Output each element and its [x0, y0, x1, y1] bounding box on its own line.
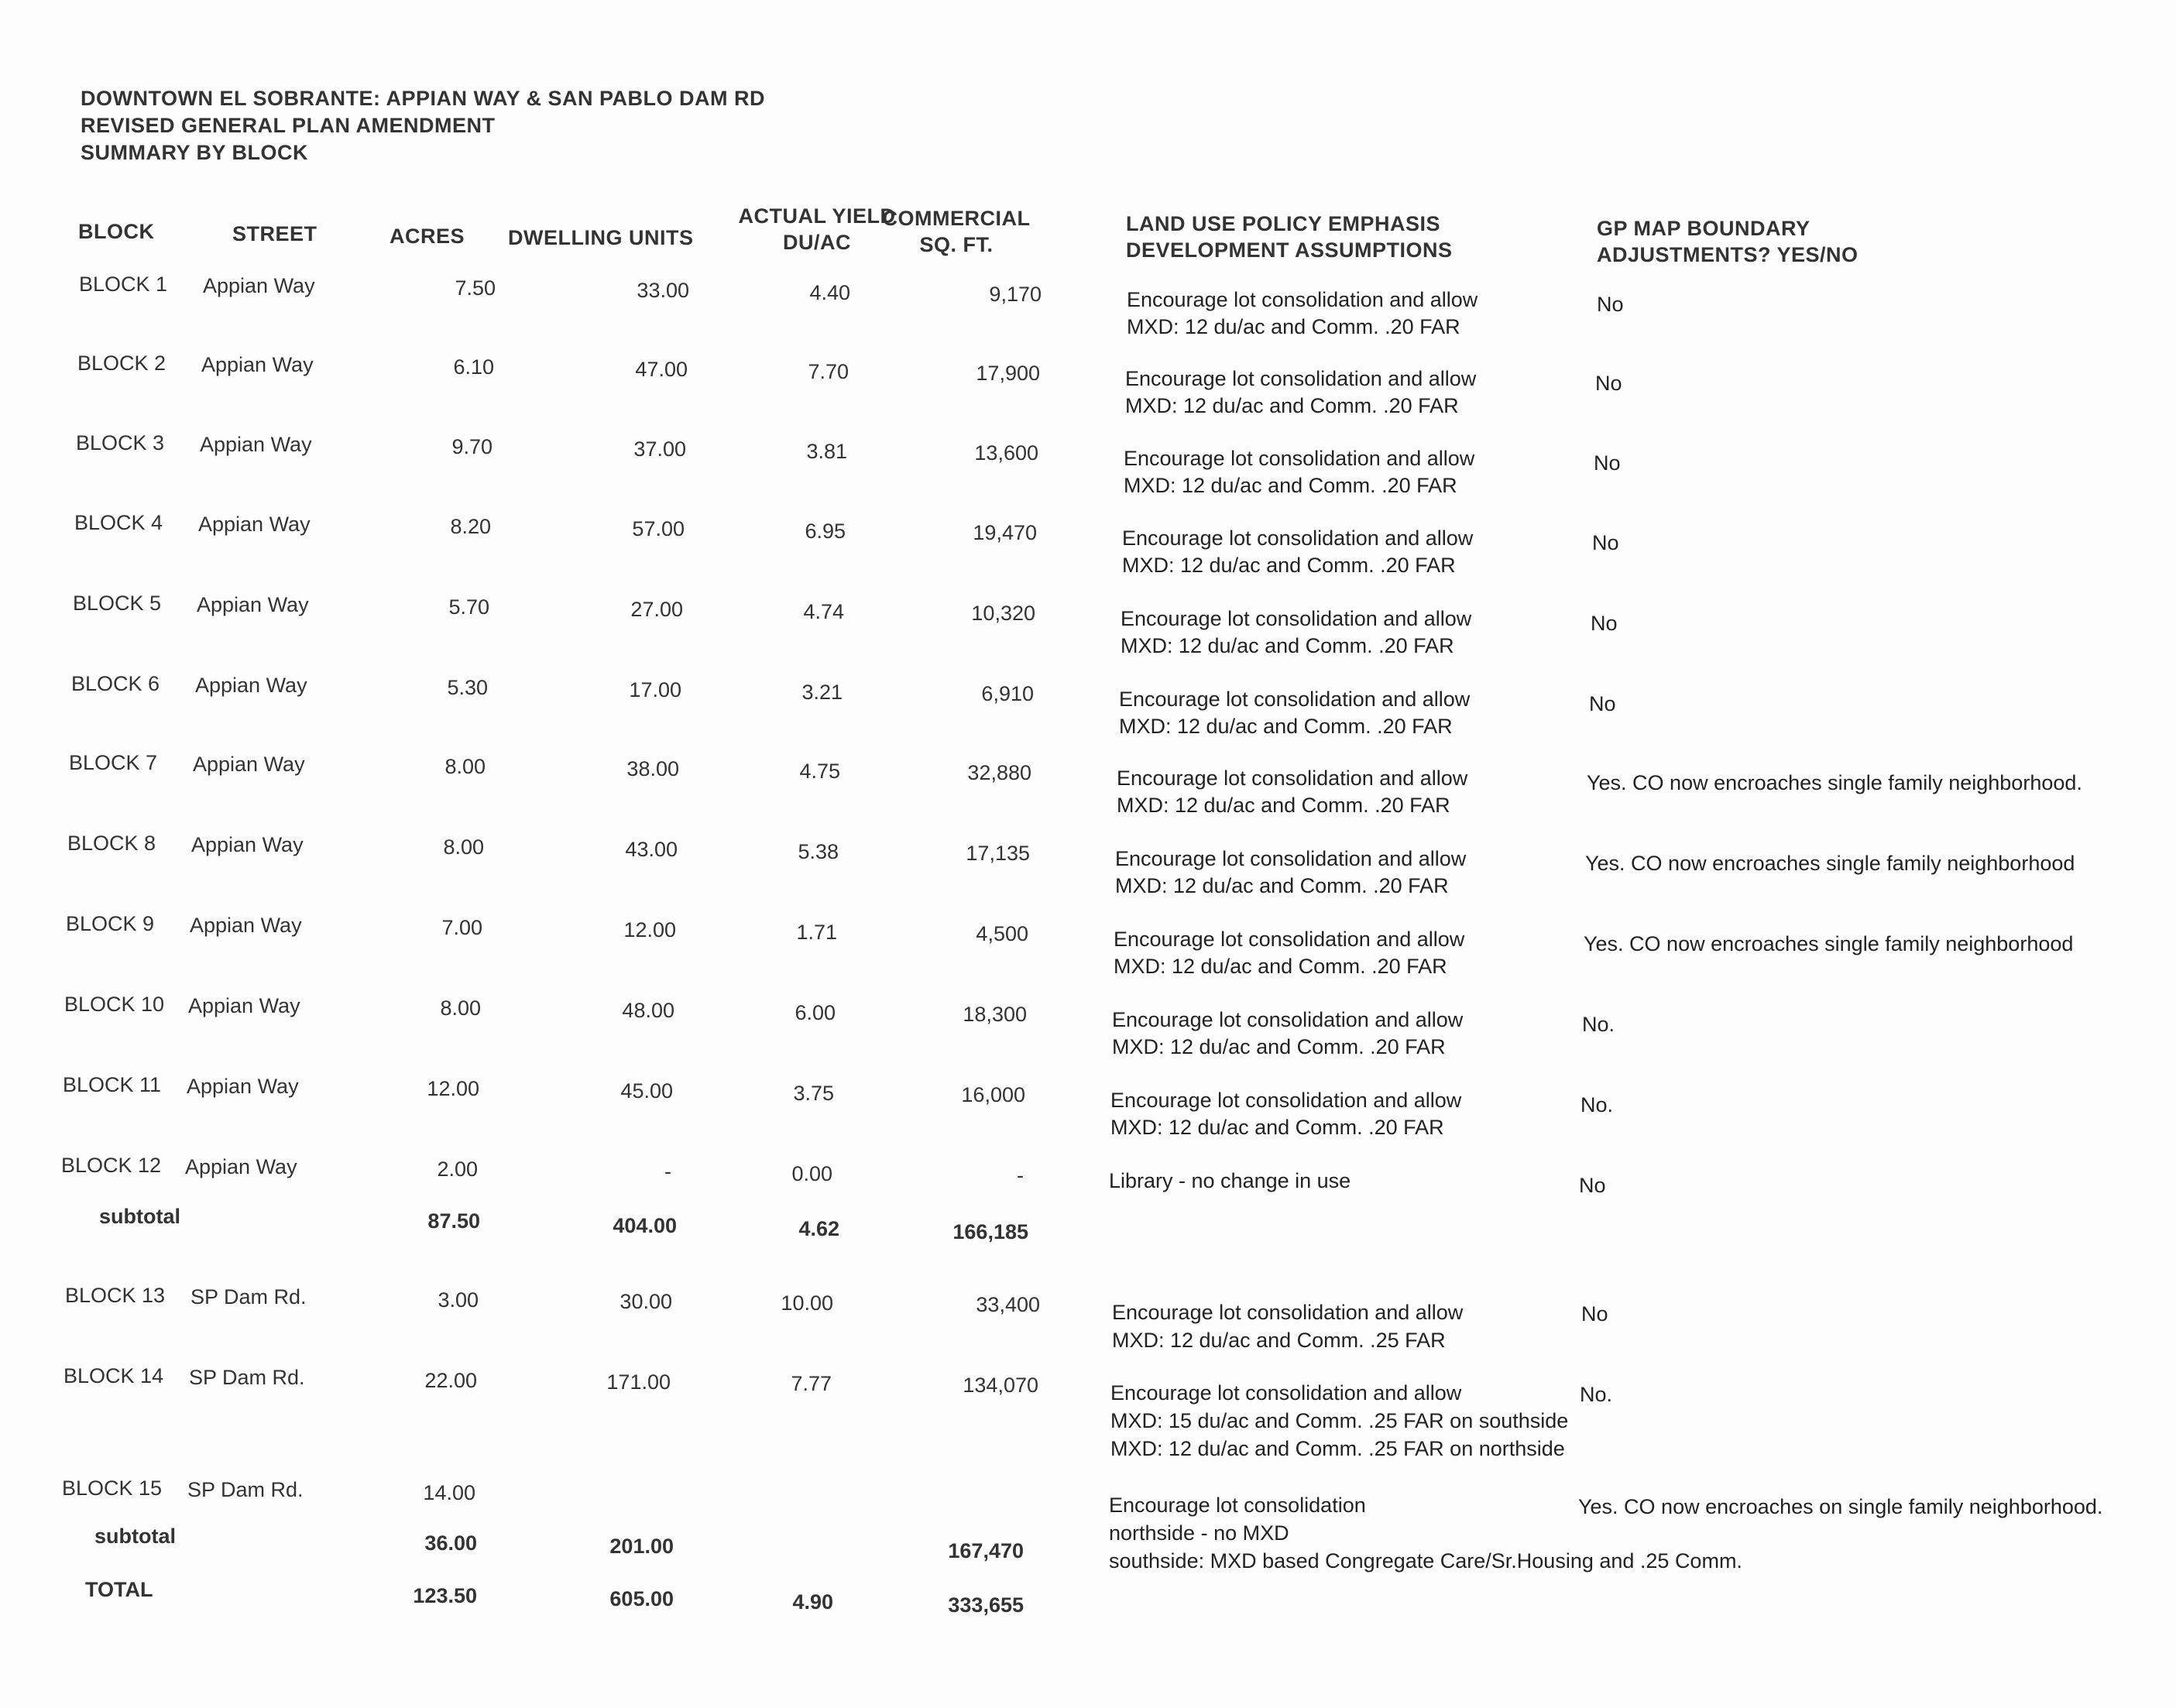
- street-cell: Appian Way: [195, 674, 307, 697]
- policy-line: southside: MXD based Congregate Care/Sr.Housing and .25 Comm.: [1109, 1549, 1742, 1573]
- policy-line: Encourage lot consolidation and allow: [1110, 1089, 1462, 1112]
- gp-adjustment: Yes. CO now encroaches single family neighborhood: [1584, 932, 2074, 955]
- gp-adjustment: No.: [1582, 1013, 1615, 1036]
- policy-line: MXD: 15 du/ac and Comm. .25 FAR on southside: [1110, 1409, 1569, 1432]
- header-block: BLOCK: [78, 220, 155, 243]
- header-gp-line-1: GP MAP BOUNDARY: [1597, 217, 1810, 240]
- block-cell: BLOCK 3: [76, 431, 165, 454]
- block-cell: BLOCK 12: [61, 1154, 162, 1177]
- policy-line: MXD: 12 du/ac and Comm. .20 FAR: [1125, 394, 1459, 417]
- street-cell: Appian Way: [203, 274, 315, 297]
- acres-cell: 22.00: [424, 1369, 477, 1392]
- street-cell: SP Dam Rd.: [190, 1285, 307, 1308]
- policy-line: MXD: 12 du/ac and Comm. .20 FAR: [1117, 794, 1450, 817]
- acres-cell: 5.30: [447, 676, 488, 699]
- header-yield-line-1: ACTUAL YIELD: [738, 204, 896, 228]
- policy-line: Encourage lot consolidation and allow: [1122, 526, 1474, 550]
- commercial-cell: 32,880: [967, 761, 1031, 784]
- street-cell: Appian Way: [190, 914, 302, 937]
- acres-cell: 3.00: [438, 1288, 479, 1312]
- policy-line: Encourage lot consolidation and allow: [1119, 688, 1471, 711]
- policy-line: Encourage lot consolidation and allow: [1121, 607, 1472, 630]
- policy-line: Encourage lot consolidation and allow: [1117, 767, 1468, 790]
- street-cell: Appian Way: [188, 994, 300, 1017]
- dwelling-units-cell: 48.00: [622, 999, 674, 1022]
- policy-line: Encourage lot consolidation and allow: [1125, 367, 1477, 390]
- yield-cell: 3.75: [793, 1082, 834, 1105]
- dwelling-units-cell: 37.00: [633, 437, 686, 461]
- header-street: STREET: [232, 222, 317, 245]
- policy-line: MXD: 12 du/ac and Comm. .20 FAR: [1114, 955, 1447, 978]
- commercial-cell: 16,000: [961, 1083, 1025, 1106]
- policy-line: MXD: 12 du/ac and Comm. .20 FAR: [1122, 554, 1456, 577]
- acres-cell: 5.70: [448, 595, 489, 619]
- policy-line: Encourage lot consolidation and allow: [1115, 847, 1467, 870]
- subtotal-acres: 87.50: [427, 1209, 480, 1233]
- header-acres: ACRES: [390, 225, 465, 248]
- gp-adjustment: No: [1579, 1174, 1606, 1197]
- header-policy: [1126, 211, 1453, 263]
- gp-adjustment: No: [1589, 692, 1616, 715]
- yield-cell: 4.75: [799, 760, 840, 783]
- gp-adjustment: Yes. CO now encroaches single family neighborhood: [1585, 852, 2075, 875]
- block-cell: BLOCK 11: [63, 1073, 162, 1096]
- acres-cell: 12.00: [427, 1077, 479, 1100]
- acres-cell: 8.00: [440, 996, 481, 1020]
- total-label: TOTAL: [85, 1578, 153, 1601]
- policy-line: MXD: 12 du/ac and Comm. .25 FAR: [1112, 1329, 1446, 1352]
- yield-cell: 3.21: [801, 681, 843, 704]
- header-commercial: [867, 205, 1045, 258]
- title-line-3: SUMMARY BY BLOCK: [81, 141, 309, 164]
- yield-cell: 7.70: [808, 360, 849, 383]
- commercial-cell: 17,900: [976, 362, 1040, 385]
- dwelling-units-cell: 27.00: [630, 598, 683, 621]
- yield-cell: 10.00: [781, 1291, 833, 1315]
- gp-adjustment: No: [1594, 451, 1621, 475]
- dwelling-units-cell: 17.00: [629, 678, 681, 701]
- acres-cell: 2.00: [437, 1158, 478, 1181]
- policy-line: Encourage lot consolidation and allow: [1110, 1381, 1462, 1404]
- block-cell: BLOCK 10: [64, 993, 165, 1016]
- street-cell: Appian Way: [185, 1155, 297, 1178]
- subtotal-du: 201.00: [609, 1535, 674, 1558]
- block-cell: BLOCK 9: [66, 912, 155, 935]
- gp-adjustment: Yes. CO now encroaches on single family neighborhood.: [1578, 1495, 2103, 1518]
- policy-line: MXD: 12 du/ac and Comm. .20 FAR: [1119, 715, 1453, 738]
- gp-adjustment: No: [1597, 293, 1624, 316]
- gp-adjustment: No: [1581, 1302, 1608, 1326]
- street-cell: SP Dam Rd.: [187, 1478, 304, 1501]
- policy-line: Encourage lot consolidation and allow: [1127, 288, 1478, 311]
- street-cell: Appian Way: [201, 353, 314, 376]
- header-gp: [1597, 215, 1859, 268]
- policy-line: MXD: 12 du/ac and Comm. .20 FAR: [1112, 1035, 1446, 1058]
- yield-cell: 7.77: [791, 1372, 832, 1395]
- commercial-cell: 33,400: [976, 1293, 1040, 1316]
- subtotal-label: subtotal: [94, 1525, 176, 1548]
- acres-cell: 7.00: [441, 916, 482, 939]
- header-dwelling-units: DWELLING UNITS: [508, 226, 694, 249]
- total-yield: 4.90: [792, 1590, 833, 1614]
- policy-line: MXD: 12 du/ac and Comm. .25 FAR on northside: [1110, 1437, 1565, 1460]
- subtotal-acres: 36.00: [424, 1531, 477, 1555]
- dwelling-units-cell: 38.00: [626, 757, 679, 780]
- title-line-2: REVISED GENERAL PLAN AMENDMENT: [81, 114, 496, 137]
- policy-line: Encourage lot consolidation and allow: [1124, 447, 1475, 470]
- subtotal-commercial: 167,470: [948, 1539, 1024, 1562]
- policy-line: Encourage lot consolidation and allow: [1112, 1301, 1464, 1324]
- policy-line: Library - no change in use: [1109, 1169, 1351, 1192]
- yield-cell: 4.40: [809, 281, 850, 304]
- acres-cell: 14.00: [423, 1481, 475, 1504]
- block-cell: BLOCK 2: [77, 352, 166, 375]
- policy-line: MXD: 12 du/ac and Comm. .20 FAR: [1110, 1116, 1444, 1139]
- gp-adjustment: Yes. CO now encroaches single family neighborhood.: [1587, 771, 2082, 794]
- header-comm-line-2: SQ. FT.: [919, 233, 994, 256]
- total-acres: 123.50: [413, 1584, 477, 1607]
- subtotal-commercial: 166,185: [952, 1220, 1028, 1243]
- commercial-cell: 18,300: [963, 1003, 1027, 1026]
- header-policy-line-1: LAND USE POLICY EMPHASIS: [1126, 212, 1441, 235]
- block-cell: BLOCK 5: [73, 592, 162, 615]
- block-cell: BLOCK 13: [65, 1284, 166, 1307]
- commercial-cell: 9,170: [989, 283, 1042, 306]
- dwelling-units-cell: 43.00: [625, 838, 678, 861]
- header-policy-line-2: DEVELOPMENT ASSUMPTIONS: [1126, 238, 1453, 262]
- total-commercial: 333,655: [948, 1593, 1024, 1617]
- subtotal-label: subtotal: [99, 1205, 180, 1228]
- acres-cell: 8.00: [444, 755, 486, 778]
- header-gp-line-2: ADJUSTMENTS? YES/NO: [1597, 243, 1859, 266]
- yield-cell: 1.71: [796, 921, 837, 944]
- header-comm-line-1: COMMERCIAL: [882, 207, 1031, 230]
- commercial-cell: 134,070: [963, 1374, 1038, 1397]
- dwelling-units-cell: 45.00: [620, 1079, 673, 1103]
- yield-cell: 0.00: [791, 1162, 832, 1185]
- gp-adjustment: No.: [1581, 1093, 1614, 1116]
- block-cell: BLOCK 14: [63, 1364, 164, 1387]
- street-cell: Appian Way: [191, 833, 304, 856]
- commercial-cell: 10,320: [971, 602, 1035, 625]
- dwelling-units-cell: -: [664, 1160, 671, 1183]
- yield-cell: 5.38: [798, 840, 839, 863]
- street-cell: SP Dam Rd.: [189, 1366, 305, 1389]
- block-cell: BLOCK 6: [71, 672, 160, 695]
- yield-cell: 4.74: [803, 600, 844, 623]
- total-du: 605.00: [609, 1587, 674, 1610]
- block-cell: BLOCK 15: [62, 1476, 163, 1500]
- title-line-1: DOWNTOWN EL SOBRANTE: APPIAN WAY & SAN PABLO DAM RD: [81, 87, 766, 110]
- policy-line: Encourage lot consolidation and allow: [1114, 928, 1465, 951]
- dwelling-units-cell: 57.00: [632, 517, 685, 540]
- dwelling-units-cell: 30.00: [620, 1290, 672, 1313]
- policy-line: MXD: 12 du/ac and Comm. .20 FAR: [1121, 634, 1454, 657]
- block-cell: BLOCK 1: [79, 273, 168, 296]
- gp-adjustment: No: [1595, 372, 1622, 395]
- acres-cell: 7.50: [455, 276, 496, 300]
- commercial-cell: 19,470: [973, 521, 1037, 544]
- subtotal-yield: 4.62: [798, 1217, 839, 1240]
- street-cell: Appian Way: [200, 433, 312, 456]
- header-yield-line-2: DU/AC: [783, 231, 851, 254]
- yield-cell: 3.81: [806, 440, 847, 463]
- dwelling-units-cell: 47.00: [635, 358, 688, 381]
- block-cell: BLOCK 7: [69, 751, 158, 774]
- block-cell: BLOCK 8: [67, 832, 156, 855]
- street-cell: Appian Way: [193, 753, 305, 776]
- policy-line: MXD: 12 du/ac and Comm. .20 FAR: [1115, 874, 1449, 897]
- dwelling-units-cell: 171.00: [606, 1370, 671, 1394]
- street-cell: Appian Way: [198, 513, 311, 536]
- subtotal-du: 404.00: [613, 1214, 677, 1237]
- commercial-cell: 6,910: [981, 682, 1034, 705]
- policy-line: MXD: 12 du/ac and Comm. .20 FAR: [1124, 474, 1457, 497]
- dwelling-units-cell: 12.00: [623, 918, 676, 941]
- gp-adjustment: No: [1592, 531, 1619, 554]
- commercial-cell: 17,135: [966, 842, 1030, 865]
- acres-cell: 6.10: [453, 355, 494, 379]
- policy-line: Encourage lot consolidation and allow: [1112, 1008, 1464, 1031]
- street-cell: Appian Way: [187, 1075, 299, 1098]
- policy-line: Encourage lot consolidation: [1109, 1494, 1366, 1517]
- commercial-cell: 13,600: [974, 441, 1038, 465]
- commercial-cell: 4,500: [976, 922, 1028, 945]
- yield-cell: 6.00: [795, 1001, 836, 1024]
- acres-cell: 9.70: [451, 435, 493, 458]
- street-cell: Appian Way: [197, 593, 309, 616]
- commercial-cell: -: [1017, 1164, 1024, 1187]
- dwelling-units-cell: 33.00: [637, 279, 689, 302]
- yield-cell: 6.95: [805, 520, 846, 543]
- acres-cell: 8.20: [450, 515, 491, 538]
- acres-cell: 8.00: [443, 835, 484, 859]
- policy-line: northside - no MXD: [1109, 1521, 1289, 1545]
- block-cell: BLOCK 4: [74, 511, 163, 534]
- policy-line: MXD: 12 du/ac and Comm. .20 FAR: [1127, 315, 1460, 338]
- gp-adjustment: No.: [1580, 1383, 1613, 1406]
- gp-adjustment: No: [1591, 612, 1618, 635]
